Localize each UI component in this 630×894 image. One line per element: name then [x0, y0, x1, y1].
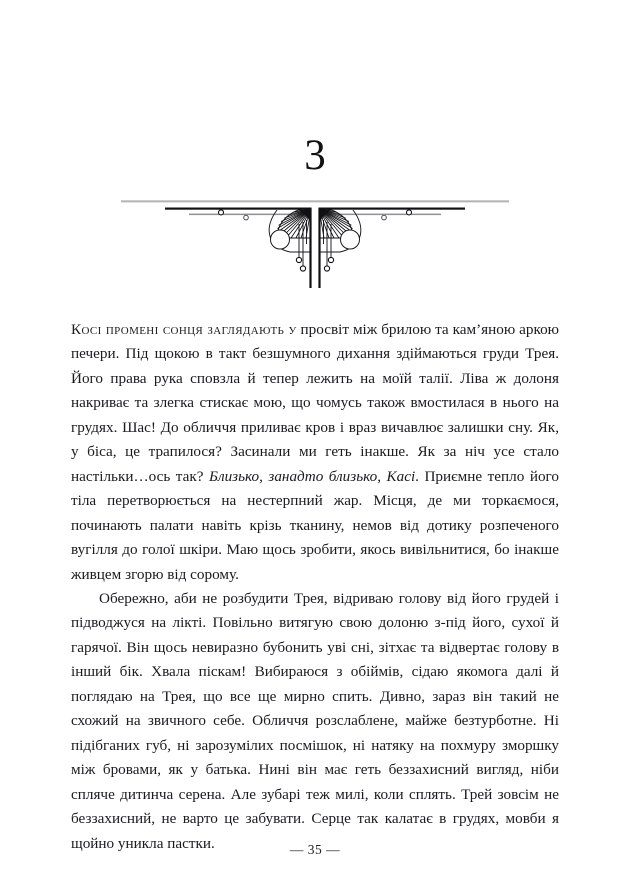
ornament-left-half: [165, 208, 312, 289]
chapter-ornament: [0, 196, 630, 288]
paragraph-1-opening-smallcaps: Косі промені сонця заглядають у: [71, 321, 297, 338]
paragraph-1: [71, 318, 559, 587]
ornament-right-half: [318, 208, 465, 289]
paragraph-1-run-normal-2: . Приємне тепло його тіла перетворюється на нестерпний жар. Місця, де ми торкаємося, починають палати навіть крізь тканину, немов від дотику розпеченого вугілля до голої шкіри. Маю щось зробити, якось вивільнитися, бо інакше живцем згорю від сорому.: [71, 467, 559, 583]
page-folio: [0, 842, 630, 858]
paragraph-2-run-normal: Обережно, аби не розбудити Трея, відриваю голову від його грудей і підводжуся на лікті. Повільно витягую свою долоню з-під його, сухої й гарячої. Він щось невиразно бубонить уві сні, зітхає та відвертає голову в інший бік. Хвала піскам! Вибираюся з обіймів, сідаю якомога далі й поглядаю на Трея, що все ще мирно спить. Дивно, зараз він такий не схожий на звичного себе. Обличчя розслаблене, майже безтурботне. Ні підібганих губ, ні зарозумілих посмішок, ні натяку на похмуру зморшку між бровами, як у батька. Нині він має геть беззахисний вигляд, ніби спляче дитинча серена. Але зубарі теж милі, коли сплять. Трей зовсім не беззахисний, не варто це забувати. Серце так калатає в грудях, мовби я щойно уникла пастки.: [71, 589, 559, 852]
body-text: [71, 318, 559, 856]
paragraph-2: [71, 587, 559, 856]
page-number: — 35 —: [289, 842, 341, 857]
chapter-header: [0, 132, 630, 180]
ornament-top-hairline: [121, 201, 509, 203]
paragraph-1-run-normal-1: просвіт між брилою та кам’яною аркою печери. Під щокою в такт безшумного дихання здіймаються груди Трея. Його права рука сповзла й тепер лежить на моїй талії. Ліва ж долоня накриває та злегка стискає мою, що чомусь також вмостилася в нього на грудях. Шас! До обличчя приливає кров і враз вичавлює залишки сну. Як, у біса, це трапилося? Засинали ми геть інакше. Як за ніч усе стало настільки…ось так?: [71, 321, 560, 485]
double-fan-rule-ornament-graphic: [115, 196, 515, 288]
chapter-number: 3: [304, 132, 326, 179]
paragraph-1-run-italic: Близько, занадто близько, Касі: [208, 467, 416, 485]
